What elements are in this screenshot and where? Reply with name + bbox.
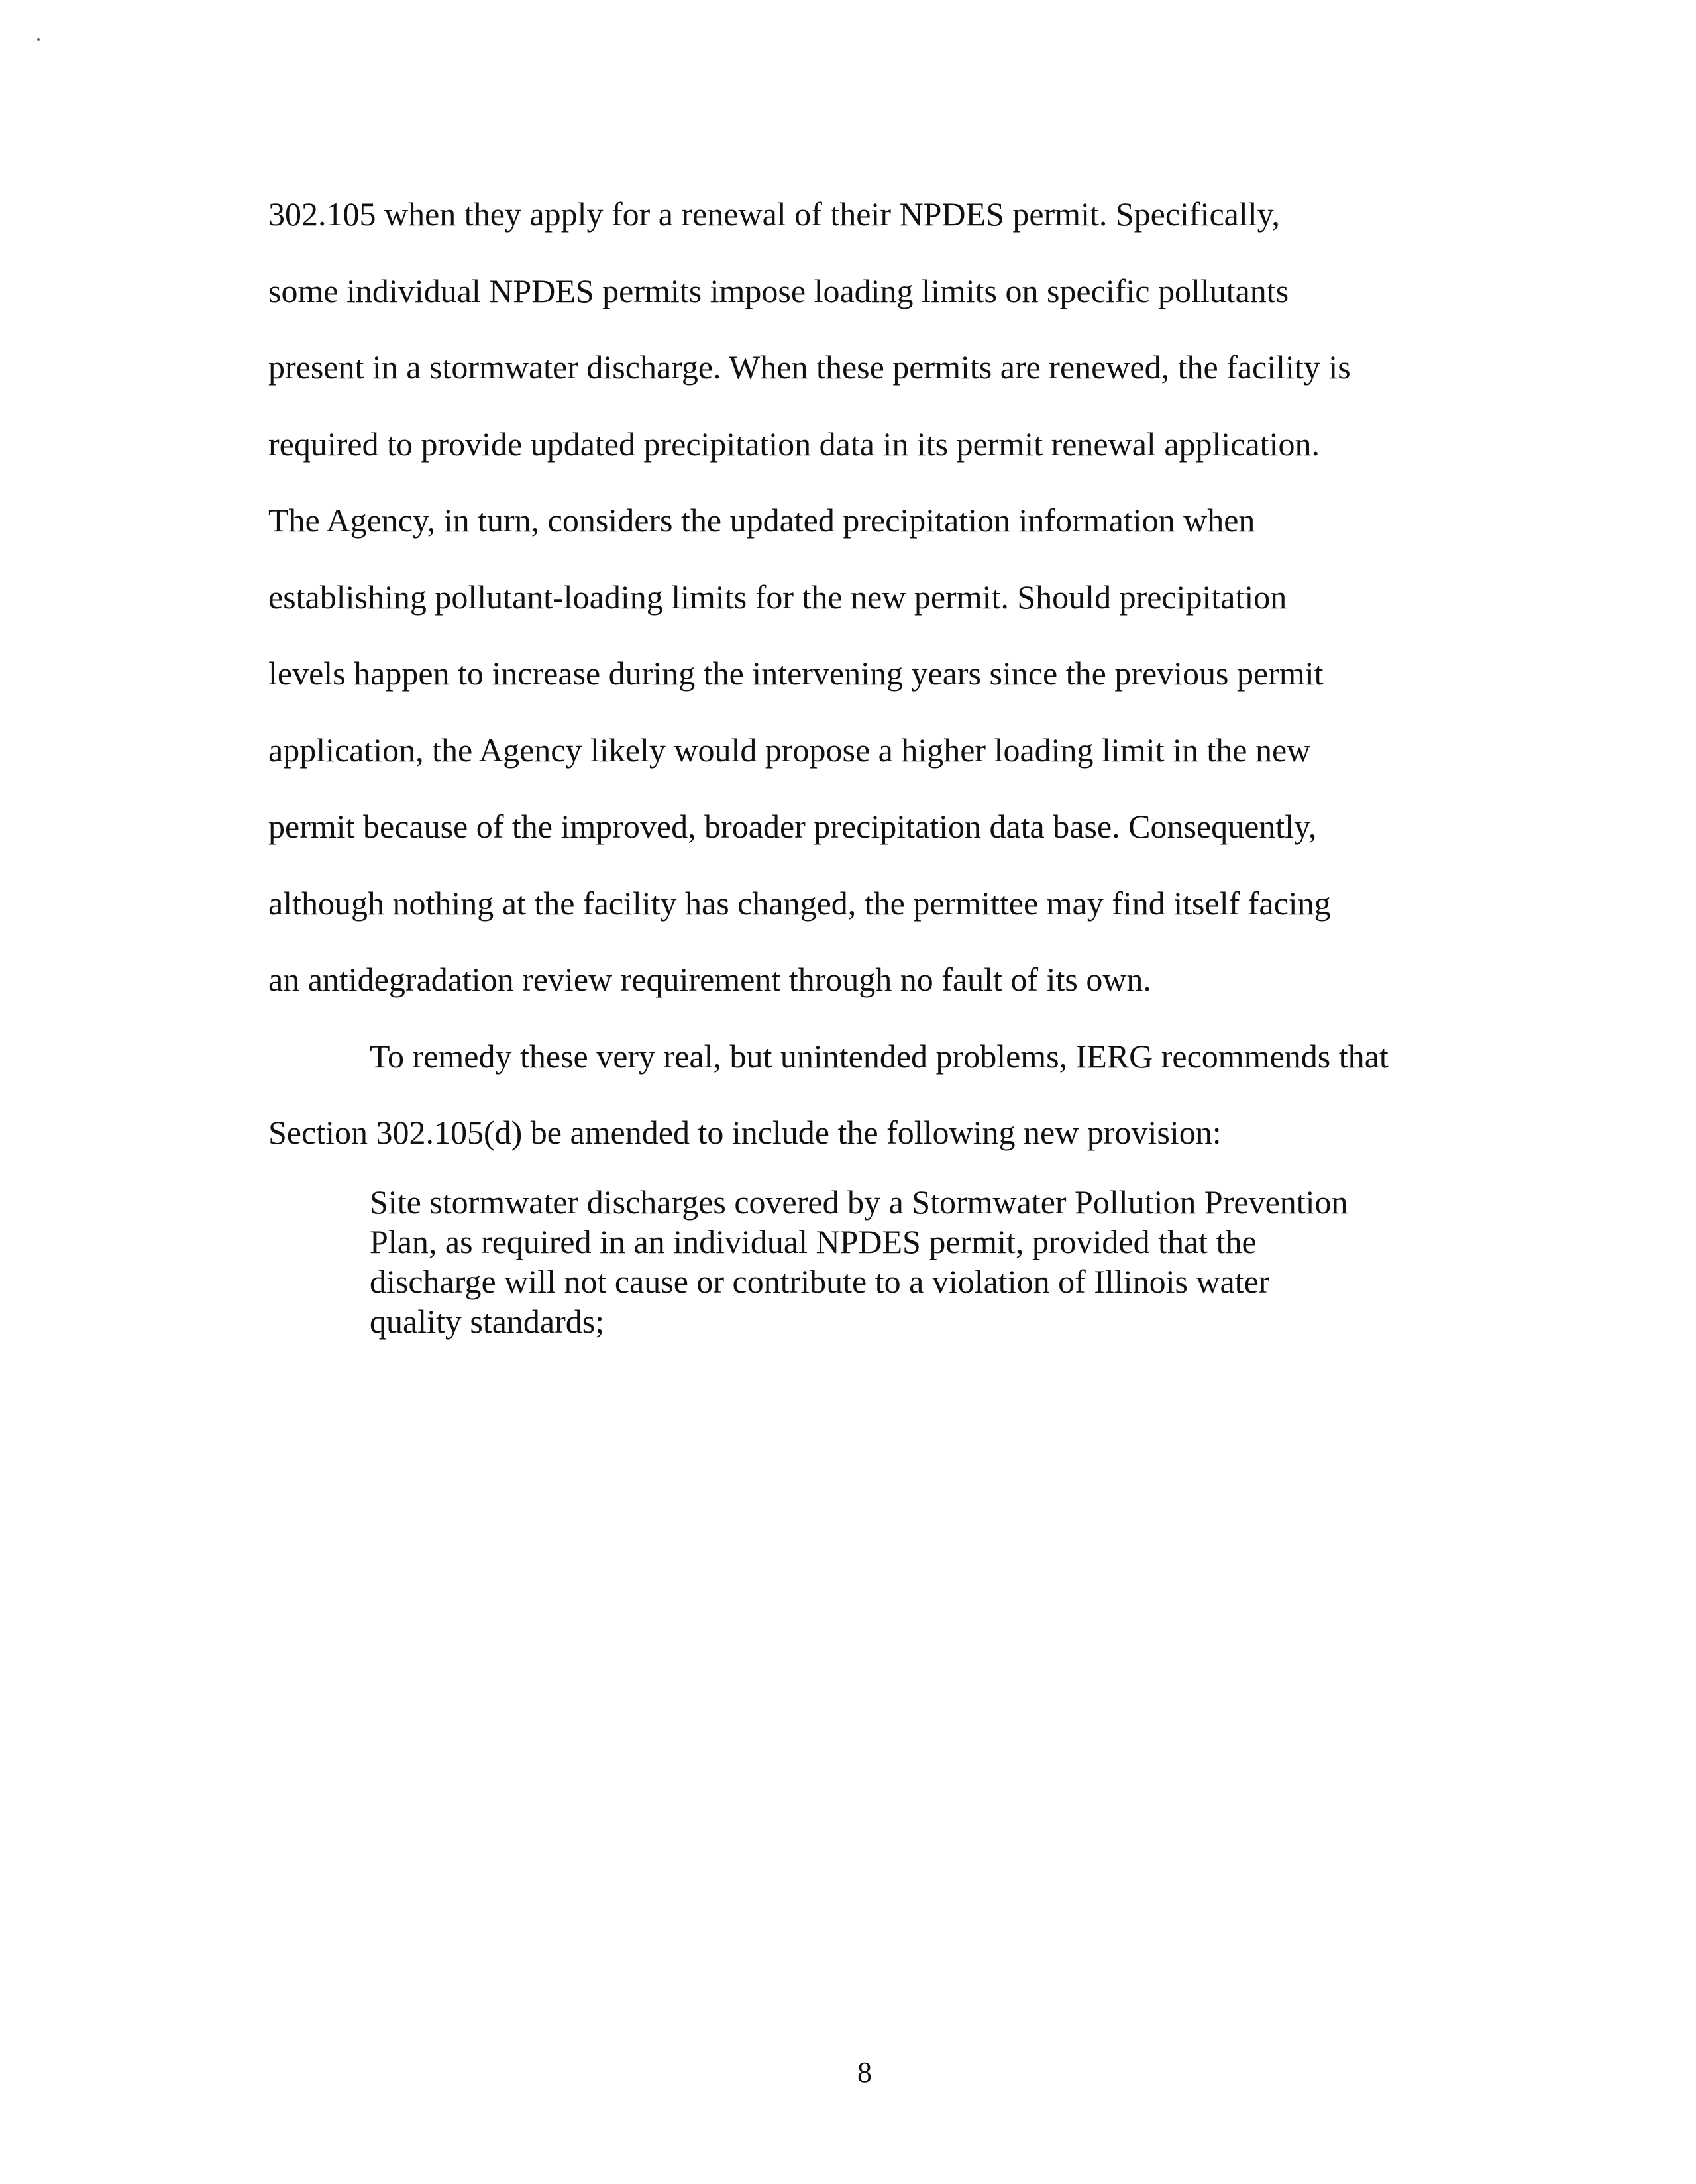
paragraph-1-line: application, the Agency likely would propose a higher loading limit in the new [268,731,1311,769]
page-number: 8 [857,2056,872,2089]
paragraph-1-line: establishing pollutant-loading limits for the new permit. Should precipitation [268,578,1287,616]
block-quote [370,1182,1403,1341]
scan-speck [37,38,40,41]
paragraph-1-line: levels happen to increase during the intervening years since the previous permit [268,655,1324,692]
paragraph-2-line: Section 302.105(d) be amended to include the following new provision: [268,1114,1222,1151]
paragraph-1-line: The Agency, in turn, considers the updated precipitation information when [268,502,1255,539]
block-quote-line: Site stormwater discharges covered by a Stormwater Pollution Prevention [370,1183,1348,1221]
paragraph-1-line: although nothing at the facility has changed, the permittee may find itself facing [268,884,1331,922]
block-quote-line: discharge will not cause or contribute to a violation of Illinois water [370,1263,1270,1300]
block-quote-line: Plan, as required in an individual NPDES permit, provided that the [370,1223,1257,1260]
block-quote-line: quality standards; [370,1303,605,1340]
paragraph-1-line: an antidegradation review requirement through no fault of its own. [268,961,1151,998]
paragraph-1-line: required to provide updated precipitation data in its permit renewal application. [268,425,1320,463]
paragraph-1-line: present in a stormwater discharge. When these permits are renewed, the facility is [268,349,1351,386]
paragraph-1-line: permit because of the improved, broader precipitation data base. Consequently, [268,808,1317,845]
paragraph-1-line: some individual NPDES permits impose loading limits on specific pollutants [268,272,1289,309]
paragraph-1-line: 302.105 when they apply for a renewal of their NPDES permit. Specifically, [268,195,1280,233]
paragraph-2-line: To remedy these very real, but unintended problems, IERG recommends that [370,1037,1389,1075]
body-text [268,184,1408,1179]
